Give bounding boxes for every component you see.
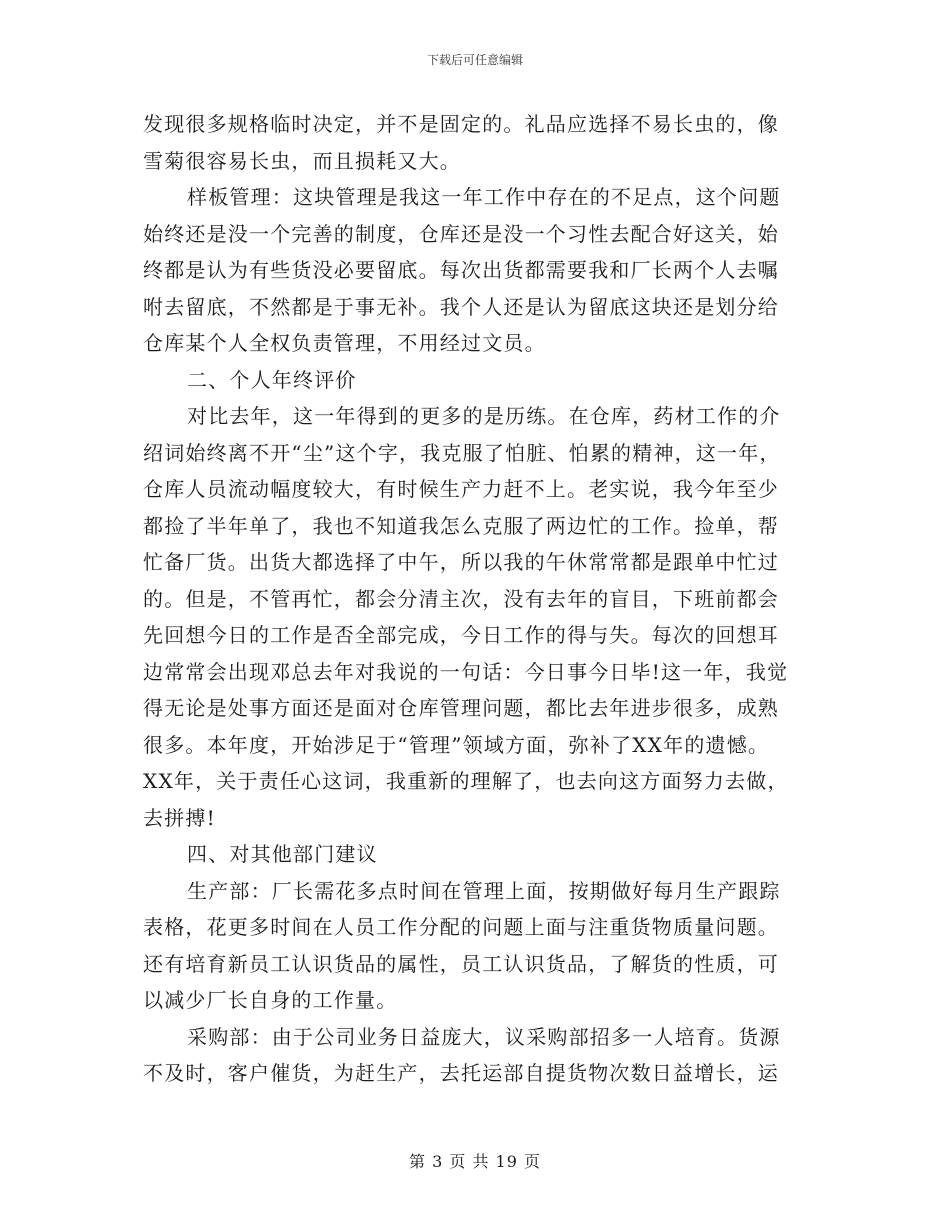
- body-line: 去拼搏!: [143, 805, 216, 830]
- body-line: 还有培育新员工认识货品的属性，员工认识货品，了解货的性质，可: [143, 951, 779, 976]
- body-line: 发现很多规格临时决定，并不是固定的。礼品应选择不易长虫的，像: [143, 112, 779, 136]
- body-line: 先回想今日的工作是否全部完成，今日工作的得与失。每次的回想耳: [143, 623, 779, 647]
- body-line: 边常常会出现邓总去年对我说的一句话：今日事今日毕!这一年，我觉: [143, 659, 789, 684]
- section-heading: 二、个人年终评价: [187, 367, 357, 392]
- body-line: 仓库某个人全权负责管理，不用经过文员。: [143, 331, 546, 355]
- body-line: 咐去留底，不然都是于事无补。我个人还是认为留底这块还是划分给: [143, 294, 779, 319]
- body-line: 很多。本年度，开始涉足于“管理”领域方面，弥补了XX年的遗憾。: [143, 732, 770, 757]
- body-line: 终都是认为有些货没必要留底。每次出货都需要我和厂长两个人去嘱: [143, 258, 779, 282]
- body-line: 的。但是，不管再忙，都会分清主次，没有去年的盲目，下班前都会: [143, 586, 779, 611]
- body-line: 都捡了半年单了，我也不知道我怎么克服了两边忙的工作。捡单，帮: [143, 513, 779, 538]
- body-line: 以减少厂长自身的工作量。: [143, 988, 398, 1012]
- body-line: 得无论是处事方面还是面对仓库管理问题，都比去年进步很多，成熟: [143, 696, 779, 720]
- body-line: 不及时，客户催货，为赶生产，去托运部自提货物次数日益增长，运: [143, 1061, 779, 1085]
- paragraph-start-line: 样板管理：这块管理是我这一年工作中存在的不足点，这个问题: [187, 185, 781, 209]
- section-heading: 四、对其他部门建议: [187, 842, 378, 866]
- body-line: 表格，花更多时间在人员工作分配的问题上面与注重货物质量问题。: [143, 915, 779, 939]
- body-line: XX年，关于责任心这词，我重新的理解了，也去向这方面努力去做，: [143, 769, 789, 793]
- page-header: 下载后可任意编辑: [426, 53, 523, 67]
- body-line: 忙备厂货。出货大都选择了中午，所以我的午休常常都是跟单中忙过: [143, 550, 779, 574]
- body-line: 始终还是没一个完善的制度，仓库还是没一个习性去配合好这关，始: [143, 221, 779, 246]
- paragraph-start-line: 生产部：厂长需花多点时间在管理上面，按期做好每月生产跟踪: [187, 878, 781, 903]
- body-line: 绍词始终离不开“尘”这个字，我克服了怕脏、怕累的精神，这一年，: [143, 440, 781, 465]
- paragraph-start-line: 采购部：由于公司业务日益庞大，议采购部招多一人培育。货源: [187, 1024, 781, 1049]
- body-line: 雪菊很容易长虫，而且损耗又大。: [143, 148, 461, 173]
- paragraph-start-line: 对比去年，这一年得到的更多的是历练。在仓库，药材工作的介: [187, 404, 781, 428]
- document-body: [143, 106, 808, 1092]
- body-line: 仓库人员流动幅度较大，有时候生产力赶不上。老实说，我今年至少: [143, 477, 779, 501]
- page-number-footer: 第 3 页 共 19 页: [409, 1152, 541, 1171]
